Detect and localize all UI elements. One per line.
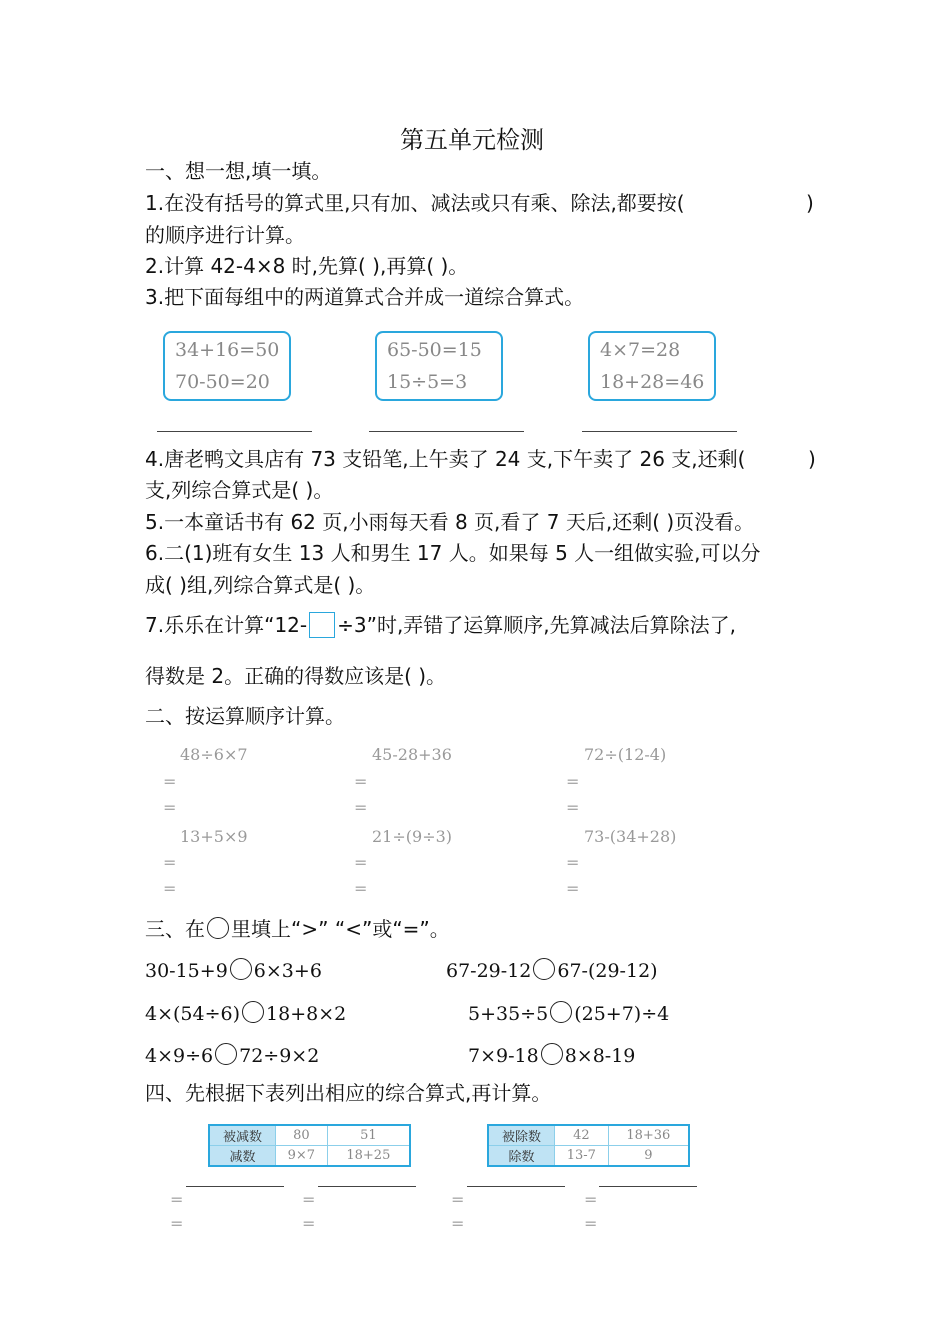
page-title: 第五单元检测 xyxy=(400,126,544,154)
division-table xyxy=(487,1124,690,1167)
calc-3: 72÷(12-4) xyxy=(584,745,667,764)
question-4-close-paren: ) xyxy=(808,447,816,471)
equals-sign: = xyxy=(566,853,580,872)
table-cell: 51 xyxy=(327,1125,410,1146)
circle-icon xyxy=(207,917,229,939)
compare-2-right: 67-(29-12) xyxy=(557,960,658,982)
section1-heading: 一、想一想,填一填。 xyxy=(145,159,332,183)
question-7-line1 xyxy=(145,609,736,641)
compare-2 xyxy=(446,958,658,982)
compare-3-right: 18+8×2 xyxy=(266,1003,347,1025)
question-1-line2: 的顺序进行计算。 xyxy=(145,223,305,247)
equation-box-2-line1: 65-50=15 xyxy=(387,339,482,361)
compare-4 xyxy=(468,1001,669,1025)
section3-heading-b: 里填上“>” “<”或“=”。 xyxy=(231,917,450,941)
question-5: 5.一本童话书有 62 页,小雨每天看 8 页,看了 7 天后,还剩( )页没看。 xyxy=(145,510,755,534)
compare-6-right: 8×8-19 xyxy=(564,1045,636,1067)
equals-sign: = xyxy=(354,798,368,817)
equals-sign: = xyxy=(354,853,368,872)
table-header-cell: 被除数 xyxy=(488,1125,555,1146)
equation-box-3 xyxy=(588,331,716,401)
equation-box-3-line1: 4×7=28 xyxy=(600,339,681,361)
question-1-line1: 1.在没有括号的算式里,只有加、减法或只有乘、除法,都要按( xyxy=(145,191,685,215)
calc-5: 21÷(9÷3) xyxy=(372,827,453,846)
equals-sign: = xyxy=(451,1190,465,1209)
question-3: 3.把下面每组中的两道算式合并成一道综合算式。 xyxy=(145,285,585,309)
calc-2: 45-28+36 xyxy=(372,745,452,764)
table-header-cell: 除数 xyxy=(488,1146,555,1167)
compare-circle[interactable] xyxy=(533,958,555,980)
section3-heading xyxy=(145,913,450,945)
calc-1: 48÷6×7 xyxy=(180,745,248,764)
compare-1 xyxy=(145,958,322,982)
blank-square[interactable] xyxy=(309,612,335,638)
compare-2-left: 67-29-12 xyxy=(446,960,532,982)
compare-circle[interactable] xyxy=(242,1001,264,1023)
equals-sign: = xyxy=(451,1214,465,1233)
equals-sign: = xyxy=(302,1190,316,1209)
answer-line-1[interactable] xyxy=(157,431,312,432)
equals-sign: = xyxy=(566,772,580,791)
table-header-cell: 被减数 xyxy=(209,1125,276,1146)
question-2: 2.计算 42-4×8 时,先算( ),再算( )。 xyxy=(145,254,469,278)
question-1-close-paren: ) xyxy=(806,191,814,215)
equals-sign: = xyxy=(163,772,177,791)
compare-6-left: 7×9-18 xyxy=(468,1045,539,1067)
table-cell: 18+36 xyxy=(608,1125,689,1146)
equals-sign: = xyxy=(163,853,177,872)
equals-sign: = xyxy=(566,879,580,898)
section3-heading-a: 三、在 xyxy=(145,917,205,941)
answer-line[interactable] xyxy=(318,1186,416,1187)
compare-3 xyxy=(145,1001,346,1025)
equation-box-2 xyxy=(375,331,503,401)
equation-box-2-line2: 15÷5=3 xyxy=(387,371,468,393)
compare-circle[interactable] xyxy=(541,1043,563,1065)
equals-sign: = xyxy=(170,1190,184,1209)
compare-5-right: 72÷9×2 xyxy=(239,1045,320,1067)
equals-sign: = xyxy=(354,879,368,898)
answer-line[interactable] xyxy=(467,1186,565,1187)
compare-5 xyxy=(145,1043,319,1067)
question-7-line2: 得数是 2。正确的得数应该是( )。 xyxy=(145,664,447,688)
answer-line[interactable] xyxy=(186,1186,284,1187)
compare-5-left: 4×9÷6 xyxy=(145,1045,214,1067)
answer-line-3[interactable] xyxy=(582,431,737,432)
calc-4: 13+5×9 xyxy=(180,827,248,846)
subtraction-table xyxy=(208,1124,411,1167)
compare-1-left: 30-15+9 xyxy=(145,960,228,982)
compare-circle[interactable] xyxy=(550,1001,572,1023)
question-7-part-a: 7.乐乐在计算“12- xyxy=(145,613,308,637)
compare-1-right: 6×3+6 xyxy=(253,960,322,982)
table-cell: 9×7 xyxy=(276,1146,328,1167)
section4-heading: 四、先根据下表列出相应的综合算式,再计算。 xyxy=(145,1081,552,1105)
question-4-line1: 4.唐老鸭文具店有 73 支铅笔,上午卖了 24 支,下午卖了 26 支,还剩( xyxy=(145,447,746,471)
equation-box-1-line1: 34+16=50 xyxy=(175,339,280,361)
equals-sign: = xyxy=(584,1214,598,1233)
table-cell: 9 xyxy=(608,1146,689,1167)
equation-box-3-line2: 18+28=46 xyxy=(600,371,705,393)
calc-6: 73-(34+28) xyxy=(584,827,677,846)
table-header-cell: 减数 xyxy=(209,1146,276,1167)
table-cell: 13-7 xyxy=(555,1146,609,1167)
compare-4-right: (25+7)÷4 xyxy=(574,1003,670,1025)
table-cell: 18+25 xyxy=(327,1146,410,1167)
equals-sign: = xyxy=(163,879,177,898)
answer-line-2[interactable] xyxy=(369,431,524,432)
compare-4-left: 5+35÷5 xyxy=(468,1003,549,1025)
equation-box-1 xyxy=(163,331,291,401)
section2-heading: 二、按运算顺序计算。 xyxy=(145,704,345,728)
compare-6 xyxy=(468,1043,635,1067)
question-6-line1: 6.二(1)班有女生 13 人和男生 17 人。如果每 5 人一组做实验,可以分 xyxy=(145,541,761,565)
compare-circle[interactable] xyxy=(215,1043,237,1065)
compare-circle[interactable] xyxy=(230,958,252,980)
equals-sign: = xyxy=(163,798,177,817)
table-cell: 80 xyxy=(276,1125,328,1146)
question-6-line2: 成( )组,列综合算式是( )。 xyxy=(145,573,376,597)
equals-sign: = xyxy=(584,1190,598,1209)
table-cell: 42 xyxy=(555,1125,609,1146)
equation-box-1-line2: 70-50=20 xyxy=(175,371,270,393)
question-4-line2: 支,列综合算式是( )。 xyxy=(145,478,334,502)
compare-3-left: 4×(54÷6) xyxy=(145,1003,241,1025)
equals-sign: = xyxy=(302,1214,316,1233)
equals-sign: = xyxy=(170,1214,184,1233)
equals-sign: = xyxy=(354,772,368,791)
equals-sign: = xyxy=(566,798,580,817)
answer-line[interactable] xyxy=(599,1186,697,1187)
question-7-part-b: ÷3”时,弄错了运算顺序,先算减法后算除法了, xyxy=(337,613,737,637)
